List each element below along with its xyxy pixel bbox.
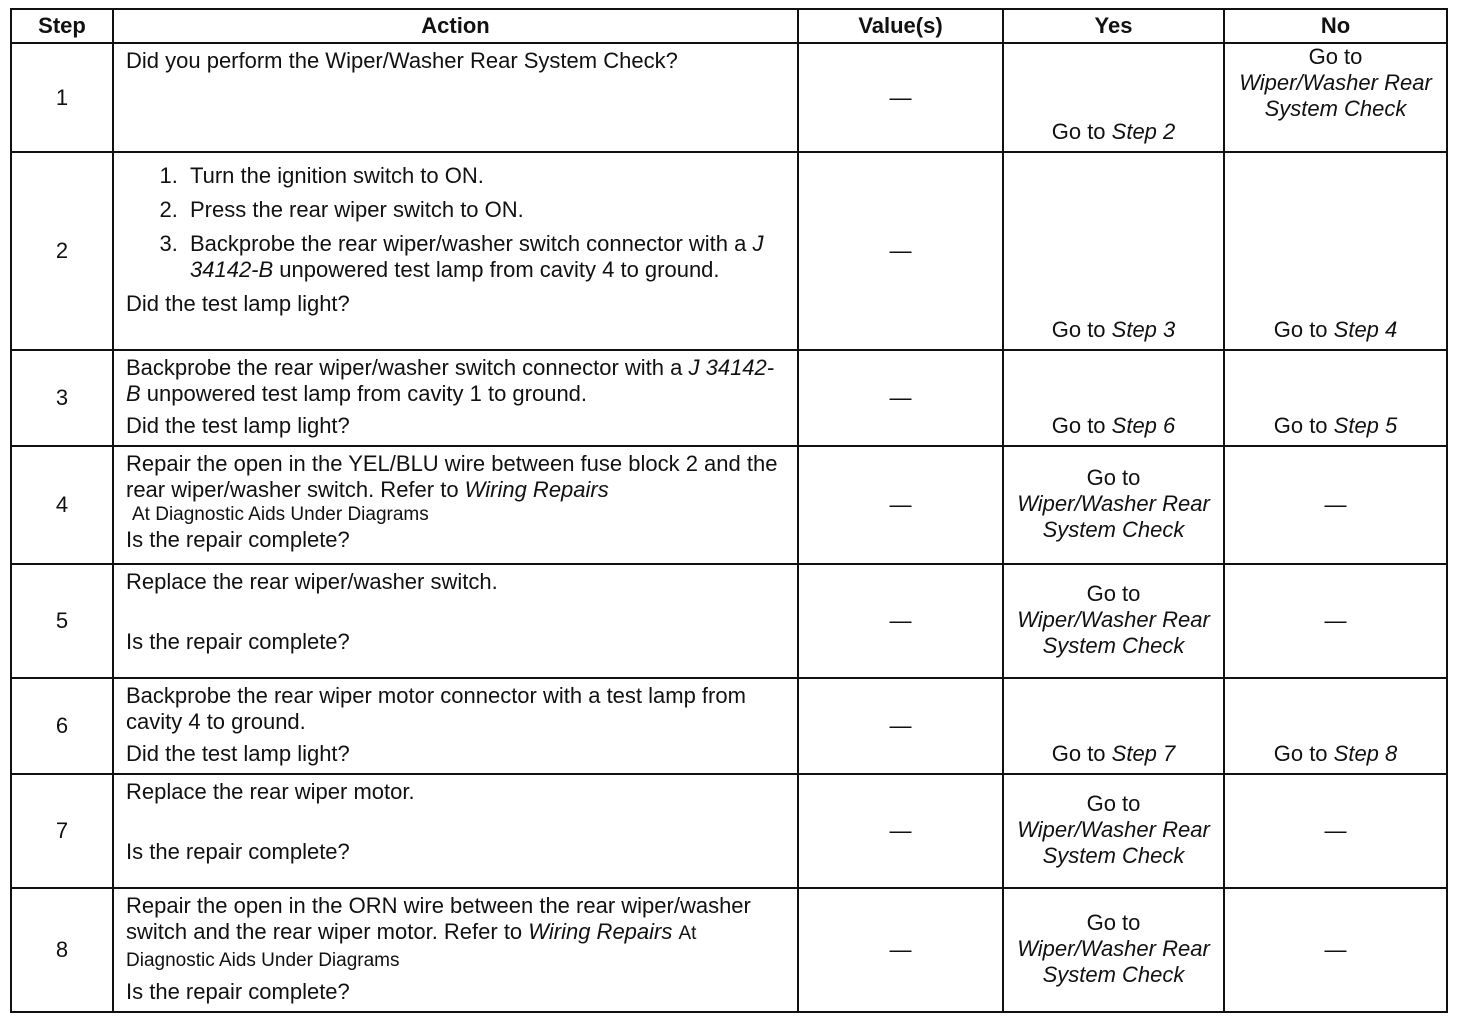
no-ref: Wiper/Washer Rear System Check bbox=[1239, 70, 1432, 121]
action-text-part: Repair the open in the ORN wire between the rear wiper/washer switch and the rear wiper motor. Refer to bbox=[126, 893, 751, 944]
yes-prefix: Go to bbox=[1051, 413, 1112, 438]
yes-cell bbox=[1003, 152, 1224, 350]
yes-ref: Step 7 bbox=[1111, 741, 1176, 766]
yes-cell bbox=[1003, 43, 1224, 152]
value-cell: — bbox=[798, 888, 1003, 1012]
yes-ref: Wiper/Washer Rear System Check bbox=[1017, 607, 1210, 658]
table-row bbox=[11, 446, 1447, 564]
action-text bbox=[126, 893, 787, 973]
header-values: Value(s) bbox=[798, 9, 1003, 43]
yes-cell bbox=[1003, 564, 1224, 678]
action-text: Replace the rear wiper motor. bbox=[126, 779, 415, 804]
no-prefix: Go to bbox=[1308, 44, 1363, 69]
step-number: 1 bbox=[11, 43, 113, 152]
action-question: Is the repair complete? bbox=[126, 629, 350, 654]
no-cell: — bbox=[1224, 774, 1447, 888]
header-row bbox=[11, 9, 1447, 43]
list-item bbox=[184, 231, 787, 283]
step-number: 4 bbox=[11, 446, 113, 564]
header-no: No bbox=[1224, 9, 1447, 43]
action-question: Did the test lamp light? bbox=[126, 741, 350, 766]
no-prefix: Go to bbox=[1273, 317, 1334, 342]
no-cell bbox=[1224, 678, 1447, 774]
no-ref: Step 4 bbox=[1333, 317, 1398, 342]
table-row bbox=[11, 678, 1447, 774]
no-ref: Step 8 bbox=[1333, 741, 1398, 766]
yes-prefix: Go to bbox=[1086, 465, 1141, 490]
list-item: 1. Turn the ignition switch to ON. bbox=[184, 163, 787, 189]
table-row bbox=[11, 564, 1447, 678]
action-text: Replace the rear wiper/washer switch. bbox=[126, 569, 498, 594]
yes-cell bbox=[1003, 774, 1224, 888]
action-text bbox=[126, 451, 787, 503]
action-question: Did the test lamp light? bbox=[126, 413, 350, 438]
yes-ref: Step 3 bbox=[1111, 317, 1176, 342]
tool-ref: J 34142-B bbox=[126, 355, 775, 406]
table-row bbox=[11, 888, 1447, 1012]
no-cell bbox=[1224, 350, 1447, 446]
no-cell bbox=[1224, 152, 1447, 350]
no-cell: — bbox=[1224, 446, 1447, 564]
yes-prefix: Go to bbox=[1086, 791, 1141, 816]
action-list bbox=[126, 163, 787, 283]
no-cell bbox=[1224, 43, 1447, 152]
value-cell: — bbox=[798, 678, 1003, 774]
table-row bbox=[11, 774, 1447, 888]
value-cell: — bbox=[798, 43, 1003, 152]
no-cell: — bbox=[1224, 888, 1447, 1012]
yes-ref: Step 6 bbox=[1111, 413, 1176, 438]
table-row bbox=[11, 350, 1447, 446]
value-cell: — bbox=[798, 774, 1003, 888]
no-prefix: Go to bbox=[1273, 741, 1334, 766]
action-text-part: unpowered test lamp from cavity 1 to ground. bbox=[140, 381, 588, 406]
yes-ref: Wiper/Washer Rear System Check bbox=[1017, 491, 1210, 542]
action-cell bbox=[113, 350, 798, 446]
action-question: Did the test lamp light? bbox=[126, 291, 350, 316]
header-yes: Yes bbox=[1003, 9, 1224, 43]
action-text: unpowered test lamp from cavity 4 to ground. bbox=[273, 257, 720, 282]
action-text: Backprobe the rear wiper motor connector with a test lamp from cavity 4 to ground. bbox=[126, 683, 746, 734]
header-action: Action bbox=[113, 9, 798, 43]
list-item: 2. Press the rear wiper switch to ON. bbox=[184, 197, 787, 223]
step-number: 5 bbox=[11, 564, 113, 678]
yes-ref: Step 2 bbox=[1111, 119, 1176, 144]
step-number: 2 bbox=[11, 152, 113, 350]
action-text bbox=[126, 355, 787, 407]
action-cell bbox=[113, 446, 798, 564]
yes-prefix: Go to bbox=[1086, 910, 1141, 935]
table-row bbox=[11, 43, 1447, 152]
step-number: 7 bbox=[11, 774, 113, 888]
yes-prefix: Go to bbox=[1051, 317, 1112, 342]
yes-prefix: Go to bbox=[1051, 741, 1112, 766]
no-ref: Step 5 bbox=[1333, 413, 1398, 438]
no-prefix: Go to bbox=[1273, 413, 1334, 438]
action-question: Is the repair complete? bbox=[126, 839, 350, 864]
value-cell: — bbox=[798, 350, 1003, 446]
action-text: Did you perform the Wiper/Washer Rear System Check? bbox=[126, 48, 678, 73]
action-note: At Diagnostic Aids Under Diagrams bbox=[126, 923, 697, 971]
yes-ref: Wiper/Washer Rear System Check bbox=[1017, 936, 1210, 987]
action-text-part: Repair the open in the YEL/BLU wire between fuse block 2 and the rear wiper/washer switch. Refer to bbox=[126, 451, 778, 502]
yes-ref: Wiper/Washer Rear System Check bbox=[1017, 817, 1210, 868]
action-cell bbox=[113, 774, 798, 888]
action-cell bbox=[113, 888, 798, 1012]
action-text-part: Backprobe the rear wiper/washer switch connector with a bbox=[126, 355, 689, 380]
action-cell bbox=[113, 678, 798, 774]
tool-ref: J 34142-B bbox=[190, 231, 764, 282]
yes-cell bbox=[1003, 446, 1224, 564]
value-cell: — bbox=[798, 152, 1003, 350]
yes-prefix: Go to bbox=[1051, 119, 1112, 144]
action-text: Backprobe the rear wiper/washer switch connector with a bbox=[190, 231, 753, 256]
yes-cell bbox=[1003, 678, 1224, 774]
no-cell: — bbox=[1224, 564, 1447, 678]
yes-cell bbox=[1003, 350, 1224, 446]
yes-cell bbox=[1003, 888, 1224, 1012]
step-number: 6 bbox=[11, 678, 113, 774]
action-cell bbox=[113, 152, 798, 350]
step-number: 8 bbox=[11, 888, 113, 1012]
action-question: Is the repair complete? bbox=[126, 979, 350, 1004]
action-question: Is the repair complete? bbox=[126, 527, 350, 552]
doc-ref: Wiring Repairs bbox=[464, 477, 609, 502]
action-cell bbox=[113, 43, 798, 152]
header-step: Step bbox=[11, 9, 113, 43]
value-cell: — bbox=[798, 564, 1003, 678]
step-number: 3 bbox=[11, 350, 113, 446]
action-note: At Diagnostic Aids Under Diagrams bbox=[132, 504, 429, 525]
value-cell: — bbox=[798, 446, 1003, 564]
yes-prefix: Go to bbox=[1086, 581, 1141, 606]
diagnostic-table bbox=[10, 8, 1448, 1013]
table-row bbox=[11, 152, 1447, 350]
action-cell bbox=[113, 564, 798, 678]
doc-ref: Wiring Repairs bbox=[528, 919, 673, 944]
